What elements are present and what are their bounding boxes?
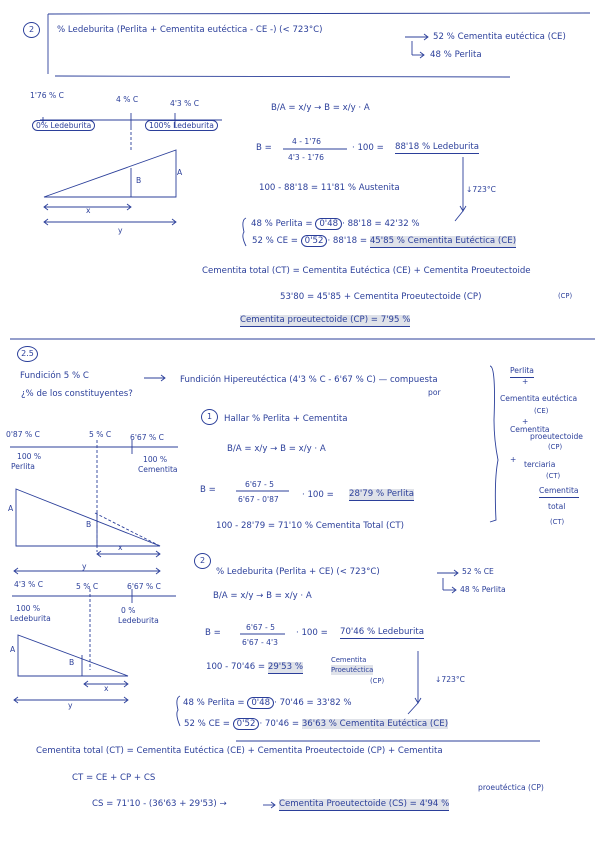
const-plus: + <box>522 377 529 386</box>
d2-label-1b: Perlita <box>11 462 35 471</box>
d2-B: B <box>86 520 92 529</box>
question-1: Fundición 5 % C <box>20 371 89 381</box>
const-cp-abbr: (CP) <box>548 443 563 451</box>
f1-cp-result: Cementita proeutectoide (CP) = 7'95 % <box>240 315 411 325</box>
section-number-2-5: 2.5 <box>17 346 38 362</box>
d1-A: A <box>177 168 183 177</box>
f1-ce: 52 % CE = 0'52 · 88'18 = 45'85 % Cementita Eutéctica (CE) <box>252 236 517 246</box>
d3-point-3: 6'67 % C <box>127 582 161 591</box>
f1-ct2: 53'80 = 45'85 + Cementita Proeutectoide (CP) <box>280 292 482 302</box>
const-perlita: Perlita <box>510 366 534 378</box>
d1-point-2: 4 % C <box>116 95 139 104</box>
d2-A: A <box>8 504 14 513</box>
classification: Fundición Hipereutéctica (4'3 % C - 6'67 % C) — compuesta <box>180 375 438 385</box>
h2-frac-den: 6'67 - 4'3 <box>242 638 278 647</box>
const-total: total <box>548 502 566 511</box>
f1-perlita: 48 % Perlita = 0'48 · 88'18 = 42'32 % <box>251 219 420 229</box>
d3-x: x <box>104 684 109 693</box>
d3-point-2: 5 % C <box>76 582 99 591</box>
d2-point-2: 5 % C <box>89 430 112 439</box>
h1-frac-post: · 100 = <box>302 490 334 500</box>
fin-line-2: CT = CE + CP + CS <box>72 773 156 783</box>
d3-point-1: 4'3 % C <box>14 580 44 589</box>
h1-lever: B/A = x/y → B = x/y · A <box>227 444 326 454</box>
const-ct-abbr: (CT) <box>546 472 561 480</box>
d3-label-1b: Ledeburita <box>10 614 51 623</box>
d2-point-3: 6'67 % C <box>130 433 164 442</box>
h2-result: 70'46 % Ledeburita <box>340 627 424 637</box>
const-cementita-total: Cementita <box>539 486 579 498</box>
fin-line-1: Cementita total (CT) = Cementita Eutéctica (CE) + Cementita Proeutectoide (CP) + Cementita <box>36 746 443 756</box>
const-ct: (CT) <box>550 518 565 526</box>
f1-frac-num: 4 - 1'76 <box>292 137 321 146</box>
classification-por: por <box>428 388 441 397</box>
h2-frac-post: · 100 = <box>296 628 328 638</box>
h2-cp: 100 - 70'46 = 29'53 % <box>206 662 304 672</box>
d2-label-3a: 100 % <box>143 455 168 464</box>
d1-label-1: 0% Ledeburita <box>32 121 95 131</box>
f1-ct1-cp: (CP) <box>558 292 573 300</box>
d1-x: x <box>86 206 91 215</box>
fin-result: Cementita Proeutectoide (CS) = 4'94 % <box>279 799 450 809</box>
h2-cp-label-b: Proeutéctica <box>331 666 374 674</box>
d3-label-3a: 0 % <box>121 606 136 615</box>
fin-line-1b: proeutéctica (CP) <box>478 783 544 792</box>
d3-B: B <box>69 658 75 667</box>
d1-point-3: 4'3 % C <box>170 99 200 108</box>
d2-point-1: 0'87 % C <box>6 430 40 439</box>
d3-triangle <box>18 635 128 676</box>
d2-label-1a: 100 % <box>17 452 42 461</box>
d3-label-3b: Ledeburita <box>118 616 159 625</box>
h2-frac-pre: B = <box>205 628 221 638</box>
const-ce: Cementita eutéctica <box>500 394 578 403</box>
step-2: 2 <box>194 553 211 569</box>
d2-triangle <box>16 489 160 546</box>
h1-result: 28'79 % Perlita <box>349 489 414 499</box>
f1-result: 88'18 % Ledeburita <box>395 142 479 152</box>
const-plus: + <box>522 417 529 426</box>
h1-title: Hallar % Perlita + Cementita <box>224 414 348 424</box>
d3-y: y <box>68 701 73 710</box>
result-cementita-eutectica: 52 % Cementita eutéctica (CE) <box>433 32 566 42</box>
h2-result-perlita: 48 % Perlita <box>460 585 506 594</box>
const-terciaria: terciaria <box>524 460 556 469</box>
d2-x: x <box>118 543 123 552</box>
d1-point-1: 1'76 % C <box>30 91 64 100</box>
d3-label-1a: 100 % <box>16 604 41 613</box>
h1-frac-num: 6'67 - 5 <box>245 480 274 489</box>
result-perlita: 48 % Perlita <box>430 50 482 60</box>
const-cementita: Cementita <box>510 425 550 434</box>
h2-frac-num: 6'67 - 5 <box>246 623 275 632</box>
d2-label-3b: Cementita <box>138 465 178 474</box>
f1-frac-den: 4'3 - 1'76 <box>288 153 324 162</box>
h2-cp-label-a: Cementita <box>331 656 367 664</box>
d1-B: B <box>136 176 142 185</box>
d1-triangle <box>44 150 176 197</box>
h2-title: % Ledeburita (Perlita + CE) (< 723°C) <box>216 567 380 577</box>
h2-lever: B/A = x/y → B = x/y · A <box>213 591 312 601</box>
h2-result-ce: 52 % CE <box>462 567 494 576</box>
const-proeutectoide: proeutectoide <box>530 432 583 441</box>
section-number: 2 <box>23 22 40 38</box>
d1-y: y <box>118 226 123 235</box>
h2-temp: ↓723°C <box>435 675 465 684</box>
h1-frac-pre: B = <box>200 485 216 495</box>
question-2: ¿% de los constituyentes? <box>21 389 133 399</box>
h2-cp-abbr: (CP) <box>370 677 385 685</box>
d3-A: A <box>10 645 16 654</box>
d1-label-2: 100% Ledeburita <box>145 121 218 131</box>
fin-line-3a: CS = 71'10 - (36'63 + 29'53) → <box>92 799 227 809</box>
h2-perlita: 48 % Perlita = 0'48 · 70'46 = 33'82 % <box>183 698 352 708</box>
f1-austenita: 100 - 88'18 = 11'81 % Austenita <box>259 183 400 193</box>
f1-frac-post: · 100 = <box>352 143 384 153</box>
h1-frac-den: 6'67 - 0'87 <box>238 495 279 504</box>
const-ce-abbr: (CE) <box>534 407 549 415</box>
step-1: 1 <box>201 409 218 425</box>
const-plus: + <box>510 455 517 464</box>
h2-ce: 52 % CE = 0'52 · 70'46 = 36'63 % Cementita Eutéctica (CE) <box>184 719 449 729</box>
section-title: % Ledeburita (Perlita + Cementita eutéctica - CE -) (< 723°C) <box>57 25 323 35</box>
f1-frac-pre: B = <box>256 143 272 153</box>
f1-cementita-total: Cementita total (CT) = Cementita Eutéctica (CE) + Cementita Proeutectoide <box>202 266 531 276</box>
lever-rule: B/A = x/y → B = x/y · A <box>271 103 370 113</box>
f1-temp: ↓723°C <box>466 185 496 194</box>
d2-y: y <box>82 562 87 571</box>
h1-cementita-total: 100 - 28'79 = 71'10 % Cementita Total (CT) <box>216 521 404 531</box>
